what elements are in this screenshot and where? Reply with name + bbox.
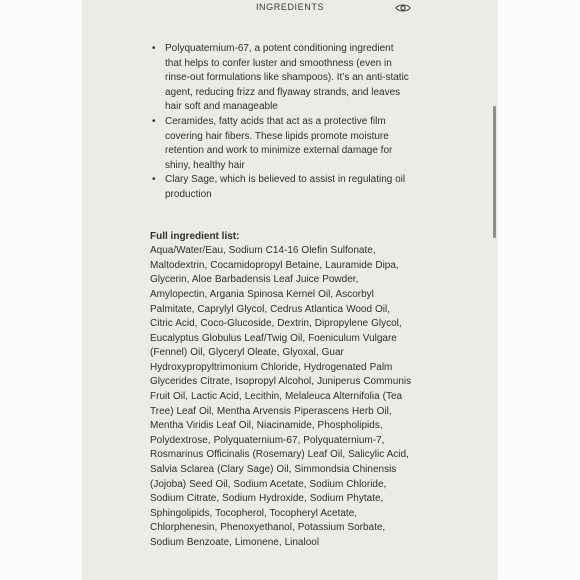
left-margin [0, 0, 82, 580]
highlight-item: • Clary Sage, which is believed to assist in regulating oil production [150, 173, 412, 202]
full-list-heading: Full ingredient list: [150, 230, 240, 242]
page-title: INGREDIENTS [255, 2, 325, 12]
full-ingredient-list: Aqua/Water/Eau, Sodium C14-16 Olefin Sulfonate, Maltodextrin, Cocamidopropyl Betaine, Lauramide Dipa, Glycerin, Aloe Barbadensis Leaf Juice Powder, Amylopectin, Argania Spinosa Kernel Oil, Ascorbyl Palmitate, Caprylyl Glycol, Cedrus Atlantica Wood Oil, Citric Acid, Coco-Glucoside, Dextrin, Dipropylene Glycol, Eucalyptus Globulus Leaf/Twig Oil, Foeniculum Vulgare (Fennel) Oil, Glyceryl Oleate, Glyoxal, Guar Hydroxypropyltrimonium Chloride, Hydrogenated Palm Glycerides Citrate, Isopropyl Alcohol, Juniperus Communis Fruit Oil, Lactic Acid, Lecithin, Melaleuca Alternifolia (Tea Tree) Leaf Oil, Mentha Arvensis Piperascens Herb Oil, Mentha Viridis Leaf Oil, Niacinamide, Phospholipids, Polydextrose, Polyquaternium-67, Polyquaternium-7, Rosmarinus Officinalis (Rosemary) Leaf Oil, Salicylic Acid, Salvia Sclarea (Clary Sage) Oil, Simmondsia Chinensis (Jojoba) Seed Oil, Sodium Acetate, Sodium Chloride, Sodium Citrate, Sodium Hydroxide, Sodium Phytate, Sphingolipids, Tocopherol, Tocopheryl Acetate, Chlorphenesin, Phenoxyethanol, Potassium Sorbate, Sodium Benzoate, Limonene, Linalool [150, 245, 412, 548]
highlight-item: • Ceramides, fatty acids that act as a protective film covering hair fibers. These lipids promote moisture retention and work to minimize external damage for shiny, healthy hair [150, 115, 412, 173]
right-margin [498, 0, 580, 580]
ingredients-content [150, 42, 412, 551]
ingredients-screen [82, 0, 498, 580]
ingredient-highlights [150, 42, 412, 203]
scrollbar[interactable] [493, 106, 496, 238]
header-bar [82, 0, 498, 20]
highlight-item: • Polyquaternium-67, a potent conditioning ingredient that helps to confer luster and smoothness (even in rinse-out formulations like shampoos). It’s an anti-static agent, reducing frizz and flyaway strands, and leaves hair soft and manageable [150, 42, 412, 115]
eye-icon[interactable] [395, 2, 411, 14]
